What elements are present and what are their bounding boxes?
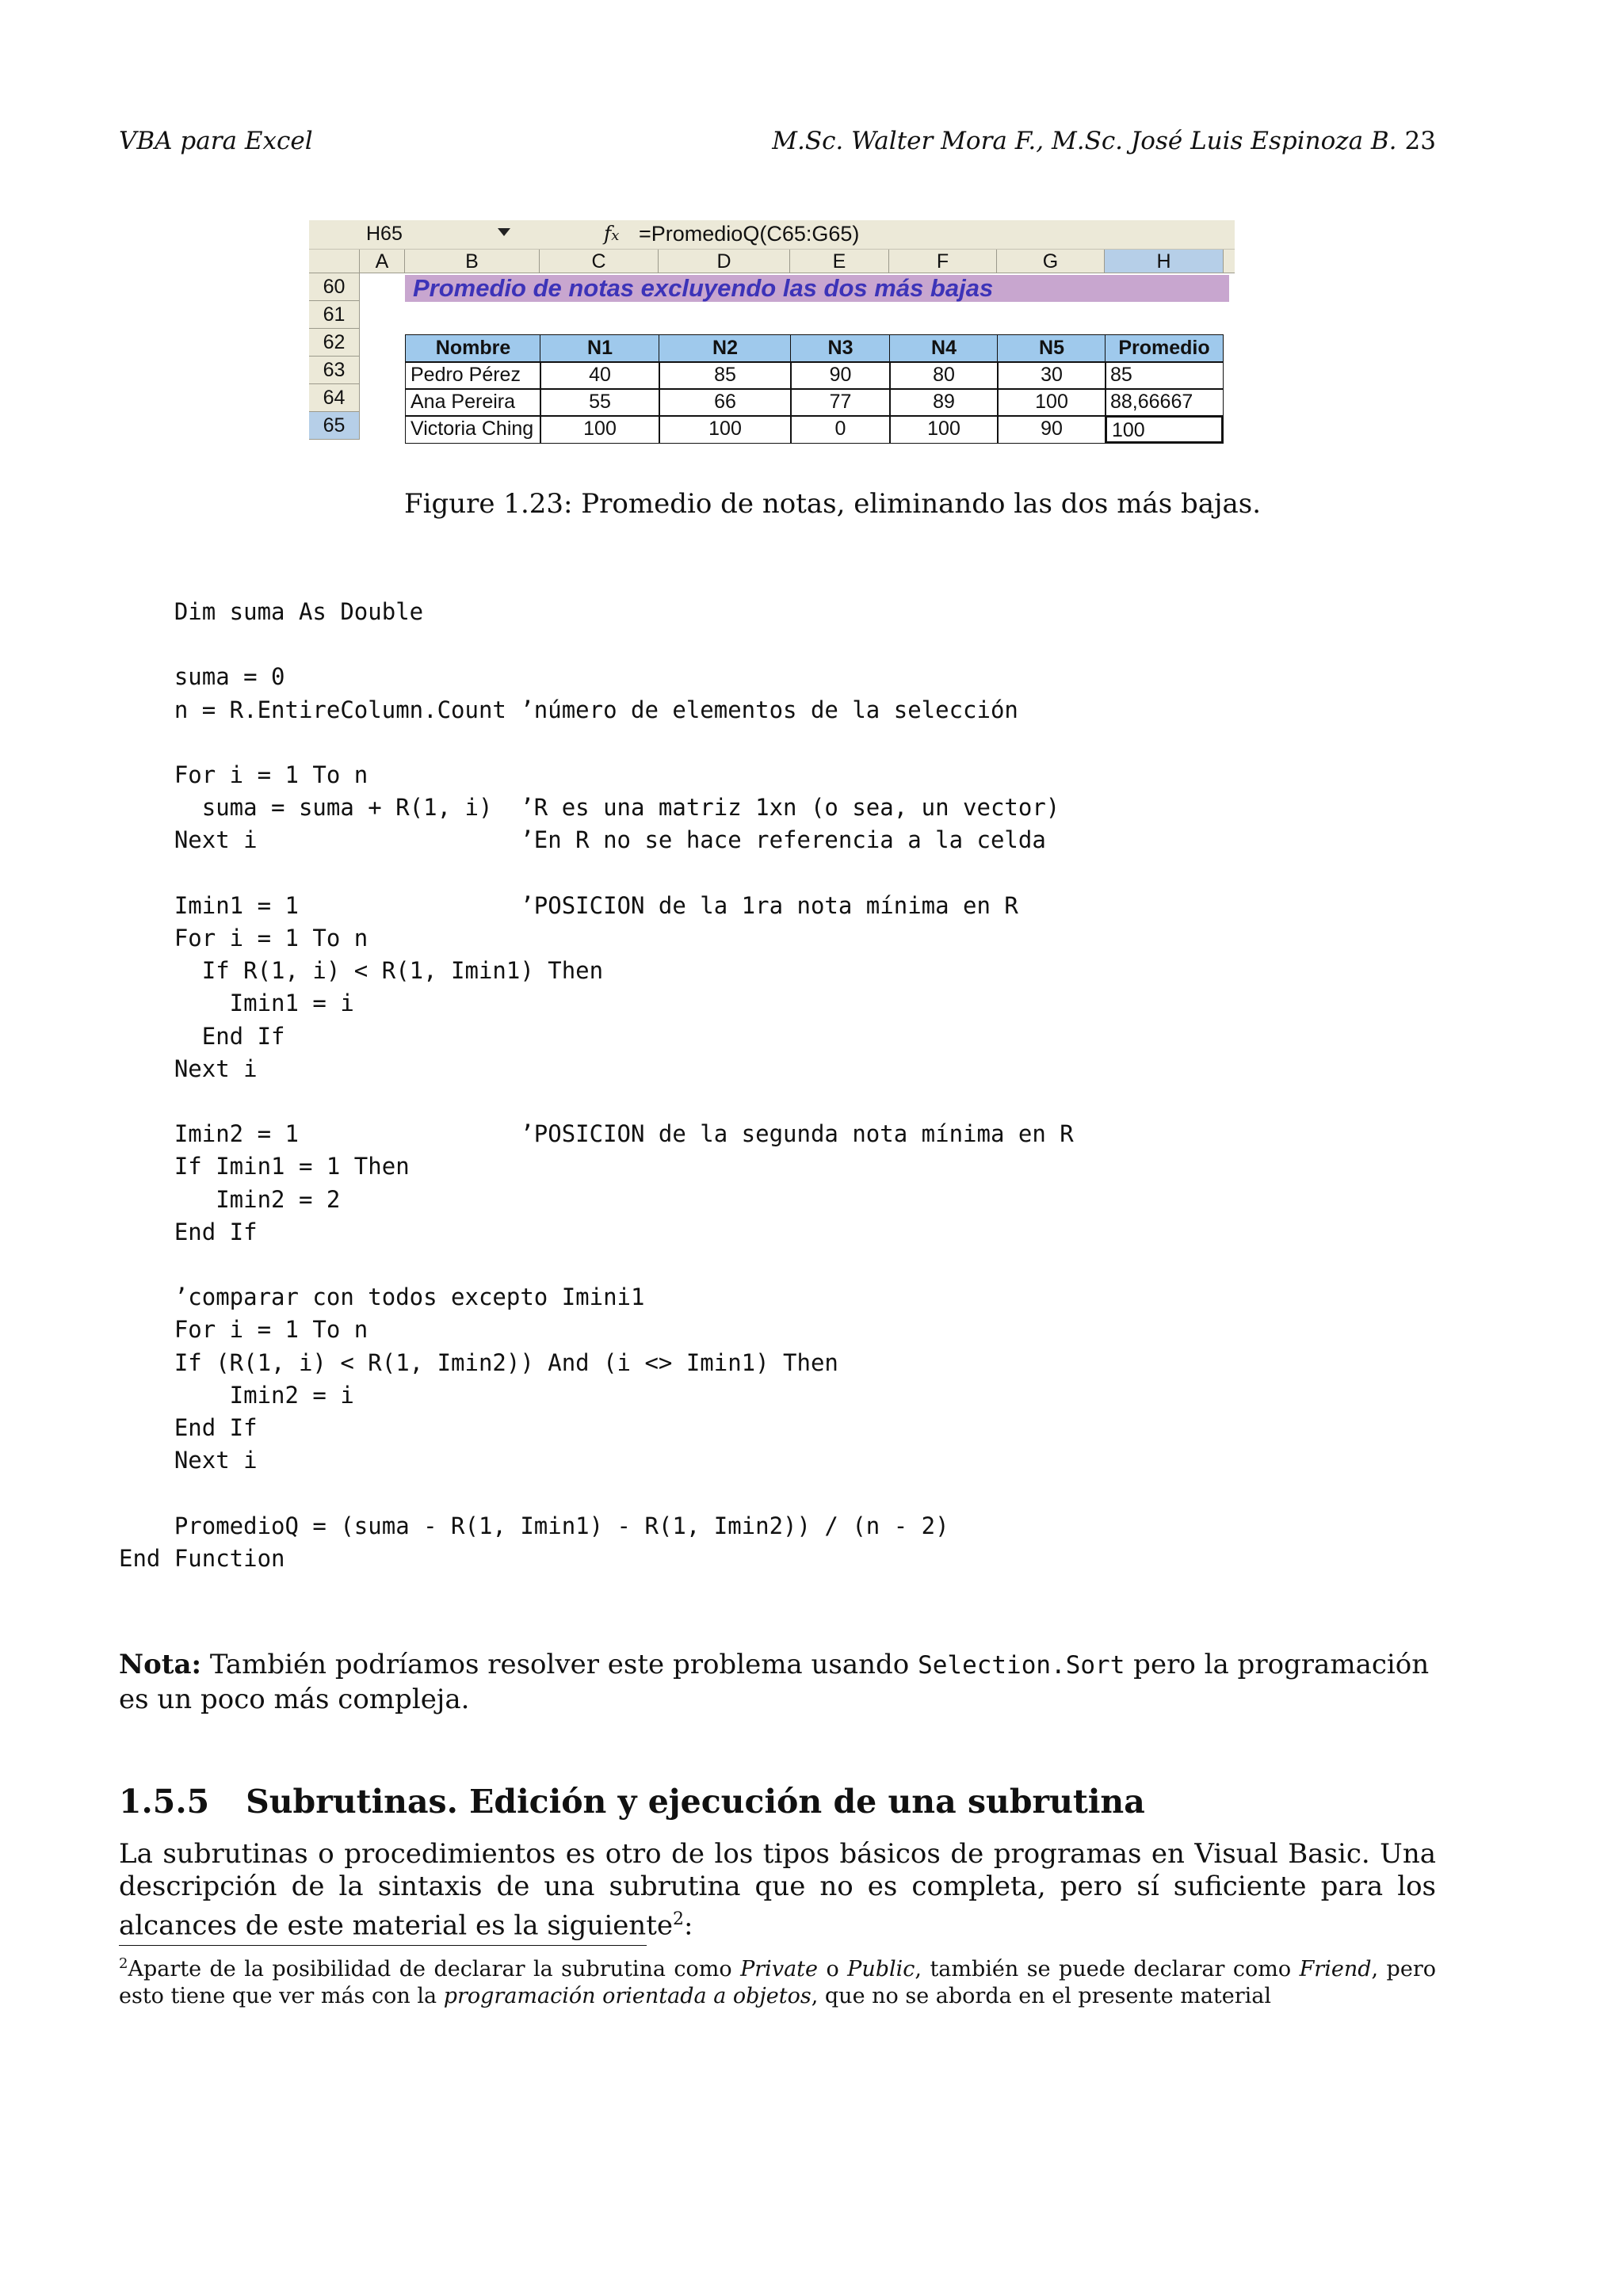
footnote-rule: [119, 1945, 647, 1946]
inline-code: Selection.Sort: [918, 1651, 1125, 1680]
footnote-text: Aparte de la posibilidad de declarar la subrutina como: [128, 1957, 741, 1981]
table-cell: Ana Pereira: [405, 388, 541, 417]
section-heading: [119, 1783, 1145, 1821]
column-header: G: [997, 250, 1105, 273]
table-cell: 0: [790, 415, 891, 444]
table-cell: 55: [540, 388, 660, 417]
table-cell: 85: [659, 361, 792, 390]
column-header: A: [360, 250, 405, 273]
table-header-cell: N1: [540, 334, 660, 363]
column-header: F: [889, 250, 997, 273]
table-cell: 100: [997, 388, 1106, 417]
spreadsheet-figure: [309, 220, 1235, 453]
column-header: D: [659, 250, 790, 273]
table-cell: 100: [889, 415, 999, 444]
footnote-italic: Private: [740, 1957, 818, 1981]
footnote-text: , pero esto tiene que ver más con la: [119, 1957, 1436, 2008]
page-number: 23: [1404, 127, 1436, 155]
table-cell: 100: [659, 415, 792, 444]
column-header: E: [790, 250, 889, 273]
footnote-mark: 2: [119, 1955, 128, 1972]
table-cell: 40: [540, 361, 660, 390]
note-text: También podríamos resolver este problema usando: [201, 1649, 918, 1680]
paragraph-end: :: [684, 1909, 693, 1942]
table-cell: 88,66667: [1105, 388, 1224, 417]
table-header-cell: Promedio: [1105, 334, 1224, 363]
row-header: 63: [309, 357, 360, 384]
body-paragraph: [119, 1838, 1436, 1942]
paragraph-text: La subrutinas o procedimientos es otro de los tipos básicos de programas en Visual Basic. Una descripción de la sintaxis de una subrutina que no es completa, pero sí suficiente para los alcances de este material es la siguiente: [119, 1838, 1436, 1942]
table-header-cell: N3: [790, 334, 891, 363]
footnote-italic: programación orientada a objetos: [443, 1984, 812, 2008]
note-text: pero la programación es un poco más compleja.: [119, 1649, 1430, 1715]
column-header-selected: H: [1105, 250, 1224, 273]
row-header-selected: 65: [309, 412, 360, 440]
footnote-italic: Public: [847, 1957, 915, 1981]
active-cell[interactable]: 100: [1105, 415, 1224, 444]
footnote-italic: Friend: [1299, 1957, 1372, 1981]
column-header: C: [540, 250, 659, 273]
corner-cell: [309, 250, 360, 273]
footnote-ref[interactable]: 2: [673, 1909, 684, 1929]
table-cell: 77: [790, 388, 891, 417]
table-cell: 85: [1105, 361, 1224, 390]
row-header: 61: [309, 301, 360, 329]
column-header: B: [405, 250, 540, 273]
table-cell: 30: [997, 361, 1106, 390]
table-cell: Victoria Ching: [405, 415, 541, 444]
footnote-text: o: [818, 1957, 848, 1981]
section-number: 1.5.5: [119, 1783, 210, 1821]
table-header-cell: N2: [659, 334, 792, 363]
table-cell: 100: [540, 415, 660, 444]
name-box: H65: [315, 223, 474, 245]
formula-bar: [309, 220, 1235, 250]
table-cell: 66: [659, 388, 792, 417]
chevron-down-icon: [498, 228, 510, 236]
table-cell: 80: [889, 361, 999, 390]
table-cell: Pedro Pérez: [405, 361, 541, 390]
code-listing: Dim suma As Double suma = 0 n = R.EntireColumn.Count ’número de elementos de la selección For i = 1 To n suma = suma + R(1, i) ’R es una matriz 1xn (o sea, un vector) Next i ’En R no se hace referencia a la celda Imin1 = 1 ’POSICION de la 1ra nota mínima en R For i = 1 To n If R(1, i) < R(1, Imin1) Then Imin1 = i End If Next i Imin2 = 1 ’POSICION de la segunda nota mínima en R If Imin1 = 1 Then Imin2 = 2 End If ’comparar con todos excepto Imini1 For i = 1 To n If (R(1, i) < R(1, Imin2)) And (i <> Imin1) Then Imin2 = i End If Next i PromedioQ = (suma - R(1, Imin1) - R(1, Imin2)) / (n - 2) End Function: [119, 598, 1074, 1572]
column-header-partial: [1224, 250, 1235, 273]
fx-icon: fx: [604, 222, 620, 245]
formula-text: =PromedioQ(C65:G65): [639, 222, 860, 246]
table-header-cell: N4: [889, 334, 999, 363]
row-header: 64: [309, 384, 360, 412]
note-label: Nota:: [119, 1649, 202, 1680]
row-header: 60: [309, 273, 360, 301]
footnote-text: , también se puede declarar como: [915, 1957, 1300, 1981]
table-header-cell: Nombre: [405, 334, 541, 363]
footnote-text: , que no se aborda en el presente material: [811, 1984, 1272, 2008]
running-header-title: VBA para Excel: [119, 127, 313, 155]
sheet-title-banner: Promedio de notas excluyendo las dos más bajas: [405, 275, 1229, 302]
table-cell: 90: [997, 415, 1106, 444]
table-header-cell: N5: [997, 334, 1106, 363]
footnote: [119, 1951, 1436, 2010]
figure-caption: Figure 1.23: Promedio de notas, eliminando las dos más bajas.: [404, 488, 1262, 520]
authors: M.Sc. Walter Mora F., M.Sc. José Luis Espinoza B.: [772, 127, 1397, 155]
row-header: 62: [309, 329, 360, 357]
note-paragraph: [119, 1648, 1436, 1717]
running-header-authors: [772, 127, 1436, 155]
table-cell: 89: [889, 388, 999, 417]
table-cell: 90: [790, 361, 891, 390]
section-title: Subrutinas. Edición y ejecución de una subrutina: [246, 1783, 1145, 1821]
